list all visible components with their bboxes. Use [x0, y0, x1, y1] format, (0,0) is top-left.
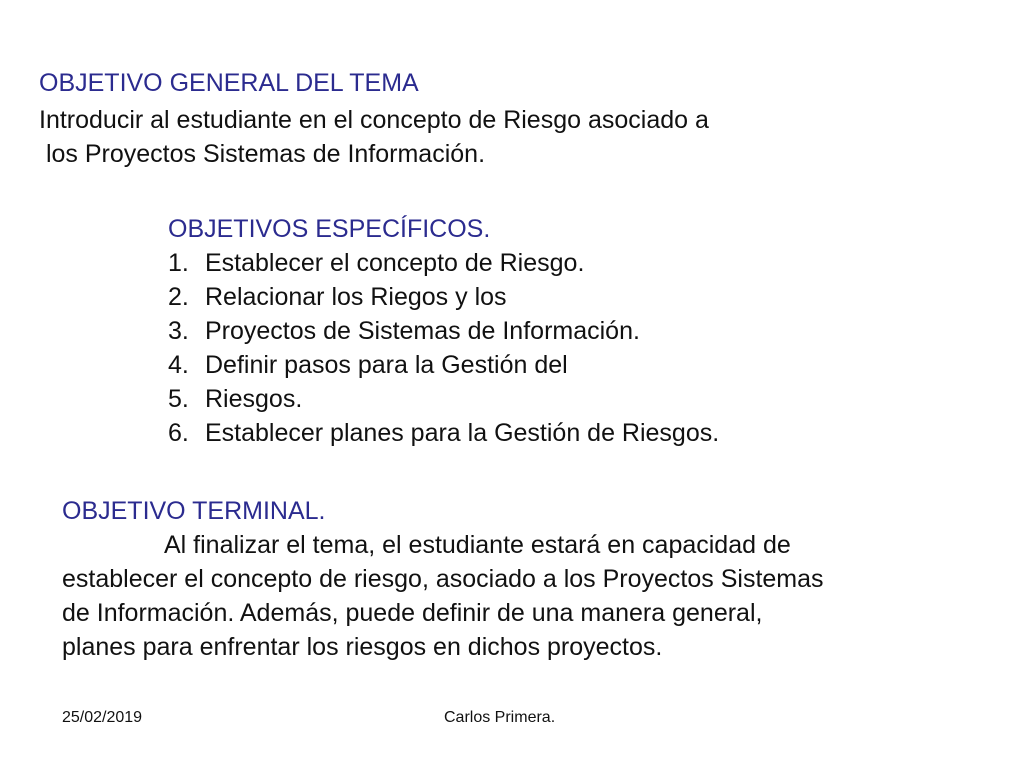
terminal-objective-text-line-2: establecer el concepto de riesgo, asociado a los Proyectos Sistemas: [62, 565, 824, 593]
item-text: Riesgos.: [205, 385, 303, 413]
list-item: [168, 382, 719, 416]
item-text: Establecer el concepto de Riesgo.: [205, 249, 585, 277]
specific-objectives-title: OBJETIVOS ESPECÍFICOS.: [168, 215, 491, 243]
general-objective-text-line-2: los Proyectos Sistemas de Información.: [39, 140, 486, 168]
specific-objectives-list: [168, 246, 719, 450]
terminal-objective-text-line-3: de Información. Además, puede definir de una manera general,: [62, 599, 763, 627]
general-objective-title: OBJETIVO GENERAL DEL TEMA: [39, 69, 419, 97]
footer-date: 25/02/2019: [62, 709, 143, 726]
list-item: [168, 348, 719, 382]
item-text: Establecer planes para la Gestión de Riesgos.: [205, 419, 720, 447]
list-item: [168, 314, 719, 348]
item-text: Definir pasos para la Gestión del: [205, 351, 568, 379]
item-text: Relacionar los Riegos y los: [205, 283, 507, 311]
terminal-objective-section: [62, 494, 962, 664]
item-number: 2.: [168, 283, 189, 311]
terminal-objective-title: OBJETIVO TERMINAL.: [62, 497, 326, 525]
item-number: 3.: [168, 317, 189, 345]
specific-objectives-section: [168, 212, 719, 450]
footer-author: Carlos Primera.: [444, 709, 556, 726]
list-item: [168, 416, 719, 450]
item-text: Proyectos de Sistemas de Información.: [205, 317, 640, 345]
item-number: 4.: [168, 351, 189, 379]
general-objective-text-line-1: Introducir al estudiante en el concepto de Riesgo asociado a: [39, 106, 709, 134]
terminal-objective-text-line-4: planes para enfrentar los riesgos en dichos proyectos.: [62, 633, 663, 661]
item-number: 6.: [168, 419, 189, 447]
item-number: 5.: [168, 385, 189, 413]
terminal-objective-text-line-1: Al finalizar el tema, el estudiante estará en capacidad de: [164, 531, 791, 559]
list-item: [168, 246, 719, 280]
item-number: 1.: [168, 249, 189, 277]
list-item: [168, 280, 719, 314]
